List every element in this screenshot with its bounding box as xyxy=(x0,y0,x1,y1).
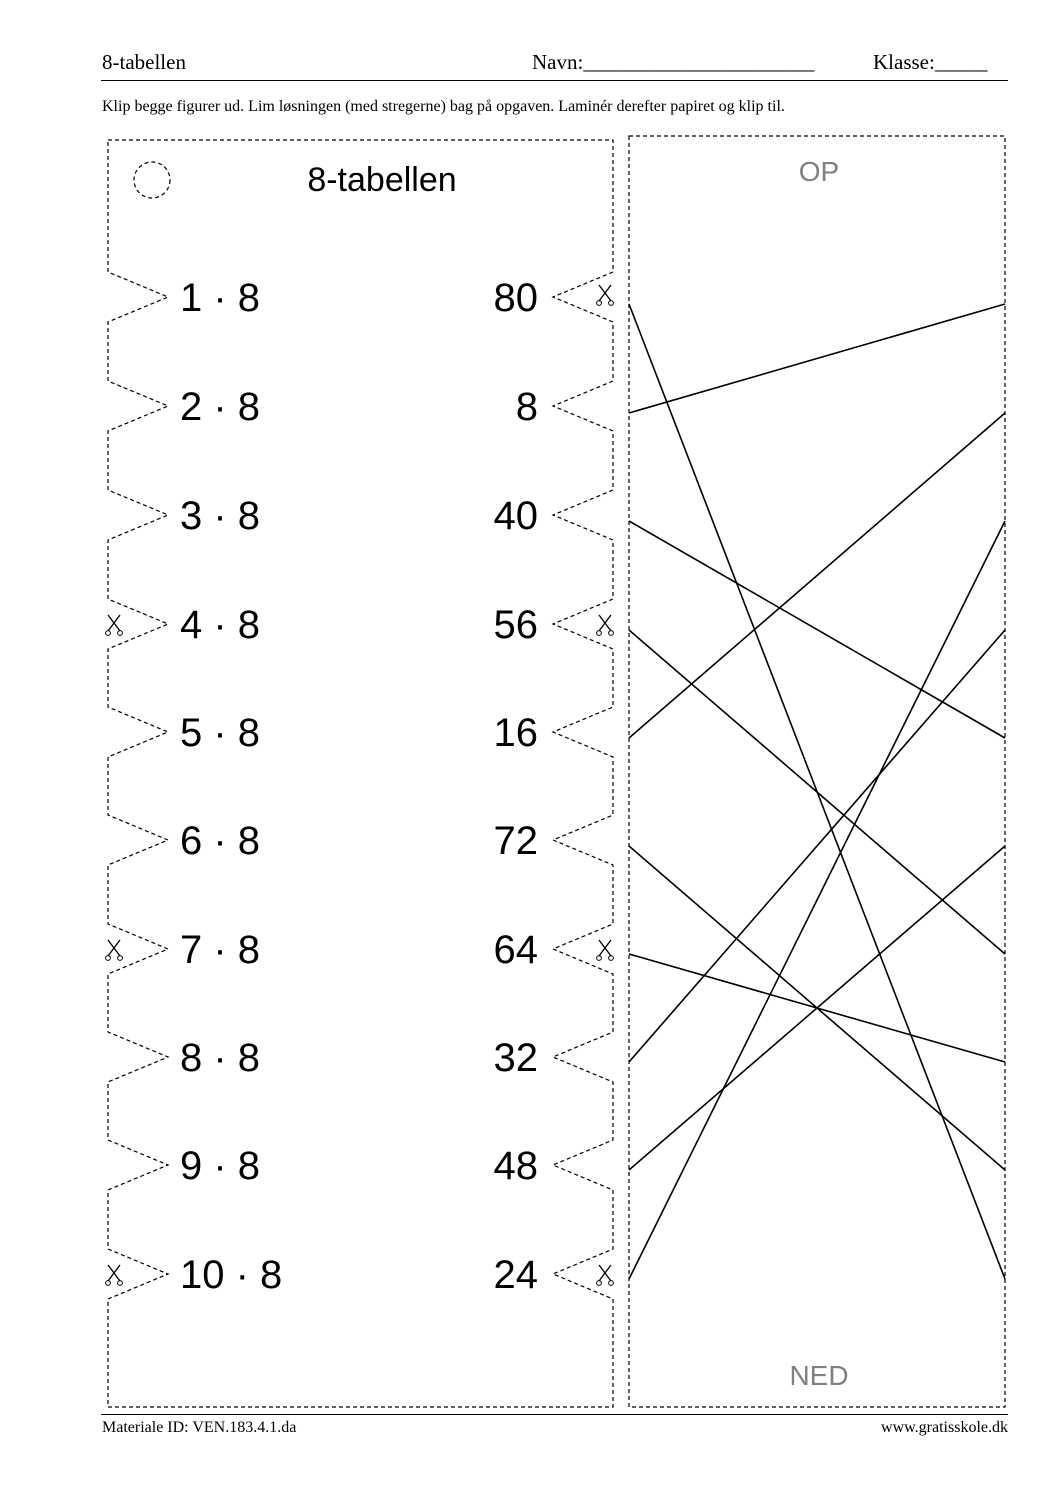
problem-8: 8 · 8 xyxy=(180,1036,261,1080)
answer-4: 56 xyxy=(493,603,538,647)
footer-material-id: Materiale ID: VEN.183.4.1.da xyxy=(102,1419,297,1436)
answer-2: 8 xyxy=(515,385,538,429)
solution-line xyxy=(629,413,1005,738)
top-label: OP xyxy=(798,156,840,187)
answer-1: 80 xyxy=(493,276,538,320)
answer-3: 40 xyxy=(493,494,538,538)
card-title: 8-tabellen xyxy=(307,161,457,199)
answer-6: 72 xyxy=(493,819,538,863)
footer-website: www.gratisskole.dk xyxy=(881,1419,1008,1436)
instructions-text: Klip begge figurer ud. Lim løsningen (med stregerne) bag på opgaven. Laminér derefter papiret og klip til. xyxy=(102,98,785,115)
problem-9: 9 · 8 xyxy=(180,1144,261,1188)
solution-line xyxy=(629,304,1005,413)
solution-line xyxy=(629,521,1005,1279)
problem-4: 4 · 8 xyxy=(180,603,261,647)
scissors-icon xyxy=(597,1265,614,1285)
problem-3: 3 · 8 xyxy=(180,494,261,538)
answer-8: 32 xyxy=(493,1036,538,1080)
left-card-cut-outline xyxy=(108,140,613,1407)
answer-9: 48 xyxy=(493,1144,538,1188)
scissors-icon xyxy=(597,940,614,960)
scissors-icon xyxy=(597,615,614,635)
scissors-icon xyxy=(106,615,123,635)
header-title: 8-tabellen xyxy=(102,50,186,74)
solution-line xyxy=(629,521,1005,738)
problem-1: 1 · 8 xyxy=(180,276,261,320)
scissors-icon xyxy=(106,940,123,960)
class-field-label: Klasse:_____ xyxy=(873,50,988,74)
solution-lines xyxy=(629,304,1005,1279)
problem-6: 6 · 8 xyxy=(180,819,261,863)
solution-line xyxy=(629,630,1005,954)
footer-divider xyxy=(101,1414,1008,1415)
bottom-label: NED xyxy=(789,1360,849,1391)
problem-7: 7 · 8 xyxy=(180,928,261,972)
name-field-label: Navn:______________________ xyxy=(532,50,815,74)
answer-5: 16 xyxy=(493,711,538,755)
punch-hole-circle xyxy=(134,162,170,198)
problem-5: 5 · 8 xyxy=(180,711,261,755)
problem-10: 10 · 8 xyxy=(180,1253,283,1297)
scissors-icon xyxy=(106,1265,123,1285)
answer-10: 24 xyxy=(493,1253,538,1297)
scissors-icon xyxy=(597,285,614,305)
solution-line xyxy=(629,630,1005,1062)
answer-7: 64 xyxy=(493,928,538,972)
right-card-cut-outline xyxy=(629,136,1005,1407)
problem-2: 2 · 8 xyxy=(180,385,261,429)
